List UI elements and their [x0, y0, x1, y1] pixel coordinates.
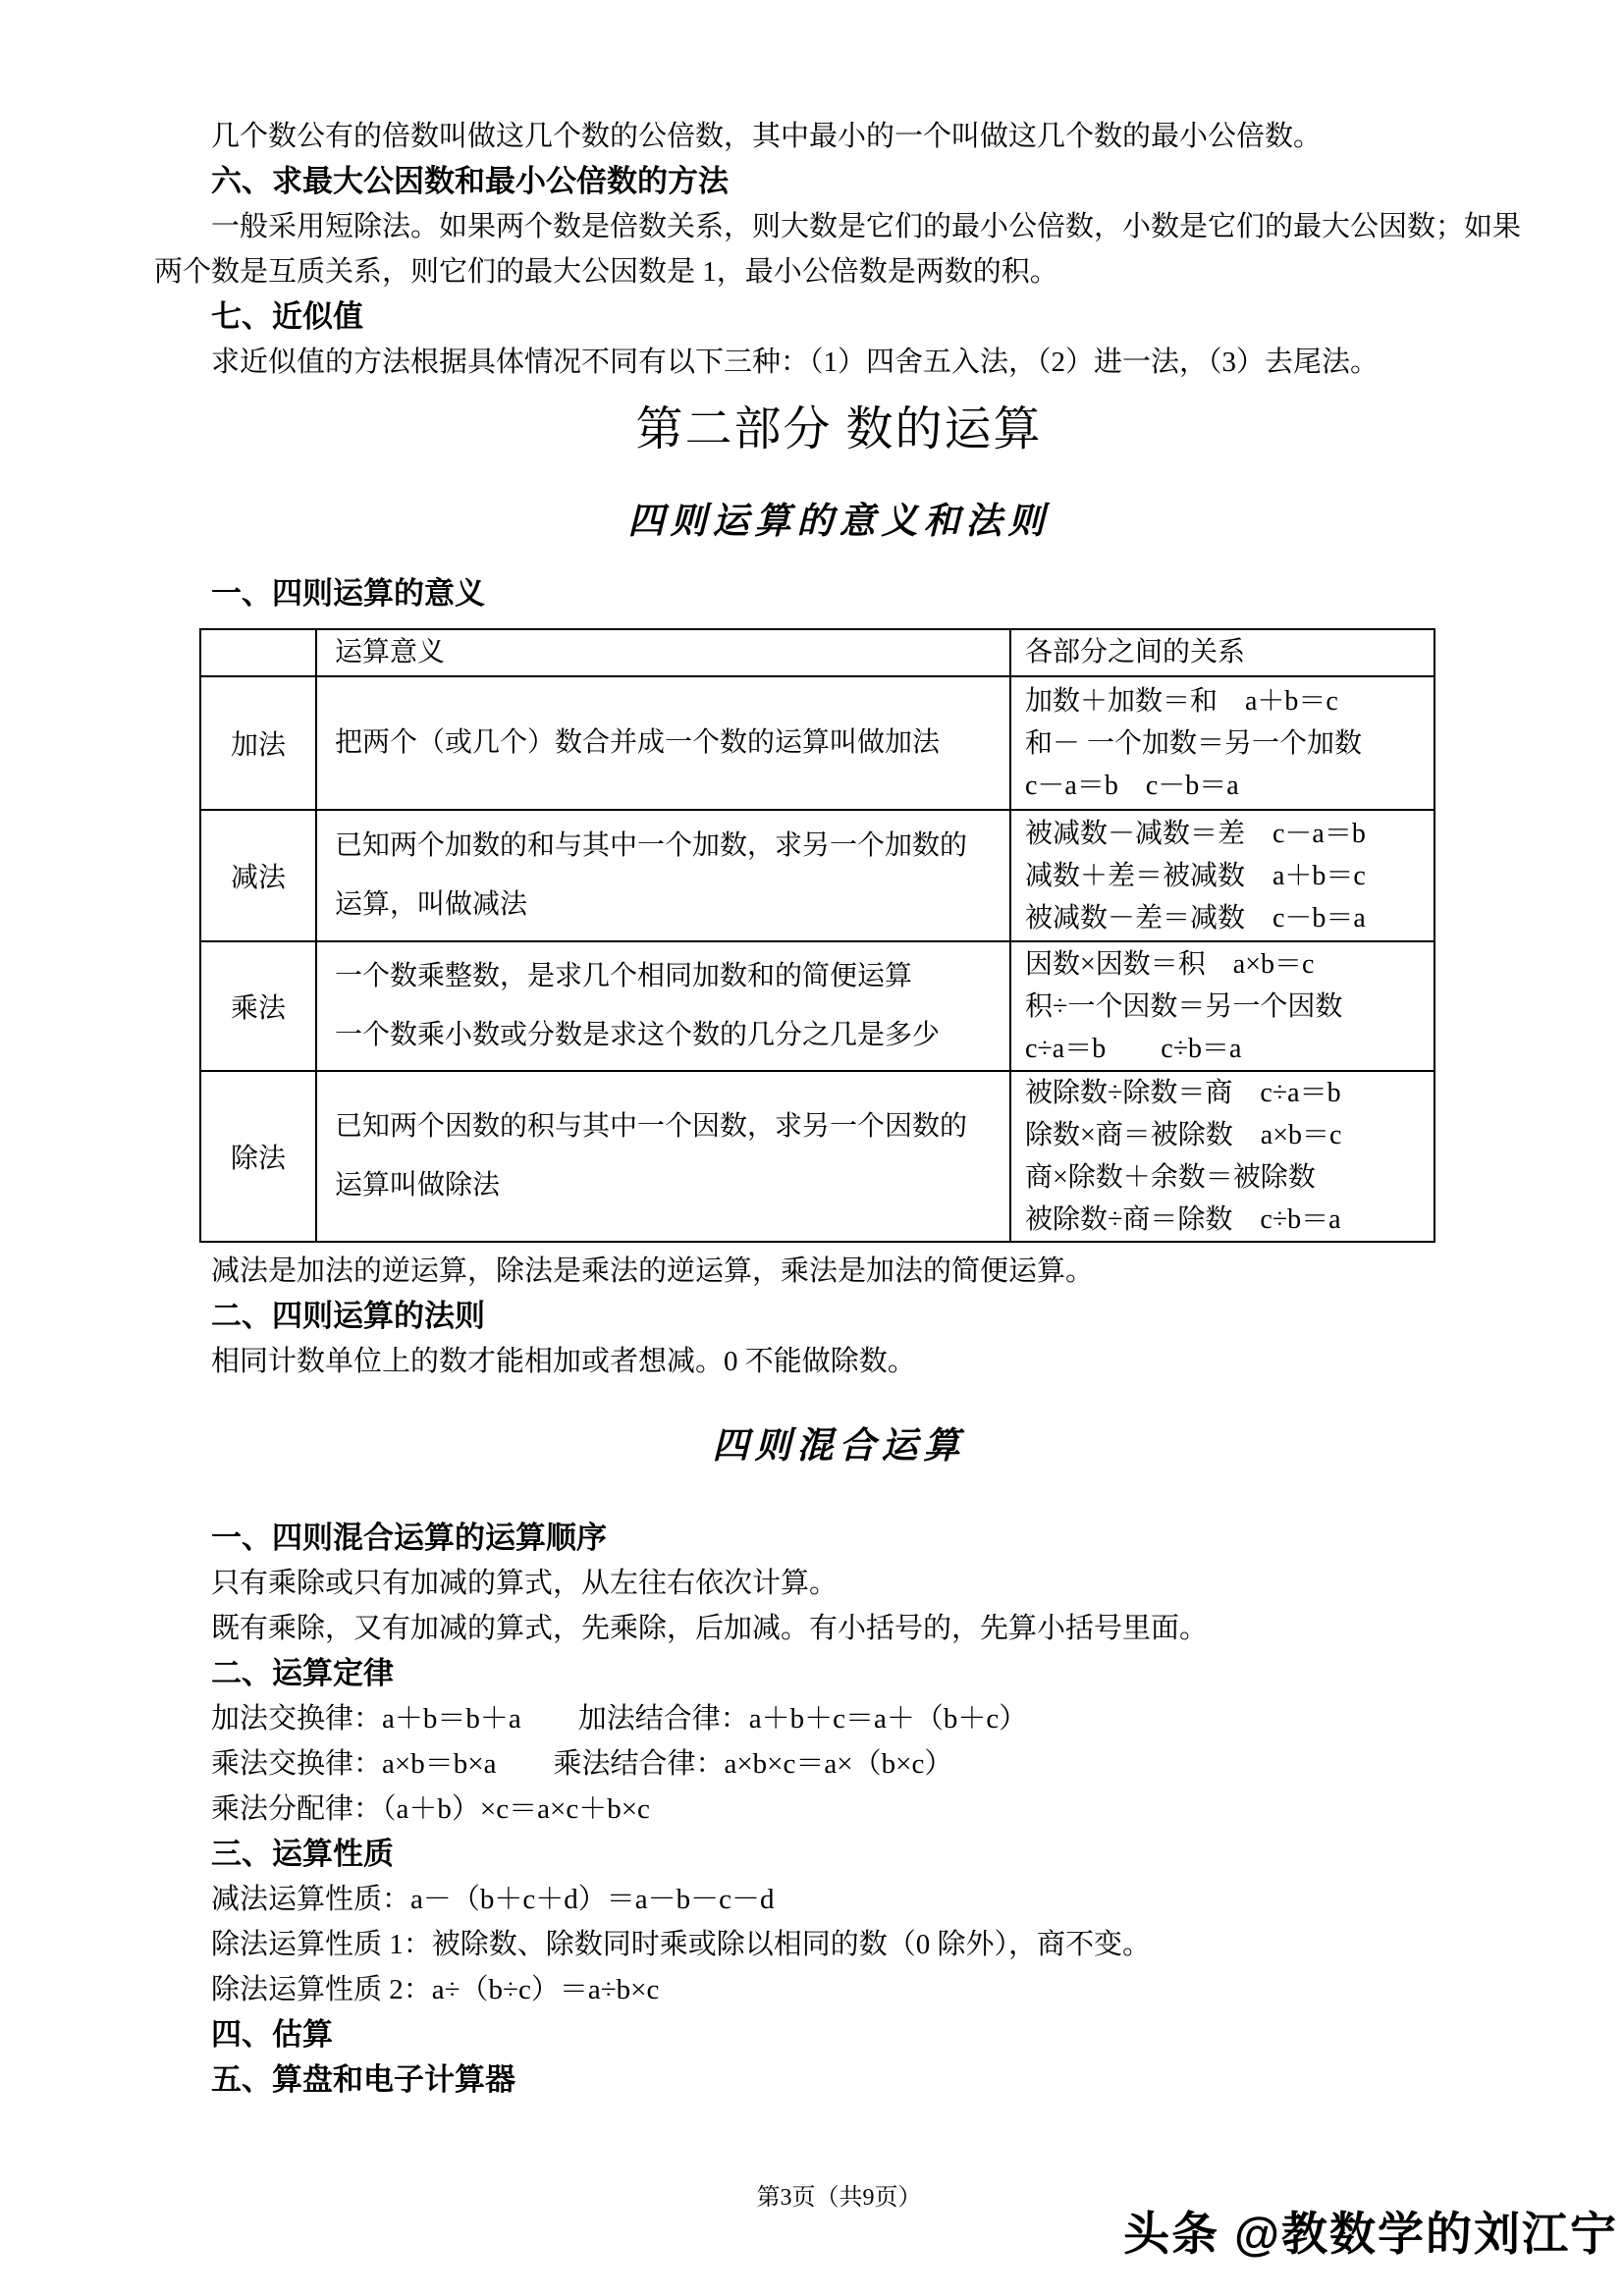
section-heading-approx-value: 七、近似值 [211, 299, 363, 334]
op-label-addition: 加法 [200, 676, 316, 810]
table-header-blank [200, 629, 316, 676]
subtitle-meaning-and-rules: 四则运算的意义和法则 [627, 502, 1051, 542]
props-line-division-2: 除法运算性质 2：a÷（b÷c）＝a÷b×c [211, 1974, 660, 2005]
subtraction-meaning-line: 已知两个加数的和与其中一个加数，求另一个加数的运算，叫做减法 [335, 830, 968, 920]
heading-estimation: 四、估算 [211, 2017, 333, 2052]
laws-line-commutative-multiply: 乘法交换律：a×b＝b×a 乘法结合律：a×b×c＝a×（b×c） [211, 1748, 953, 1780]
order-line-2: 既有乘除，又有加减的算式，先乘除，后加减。有小括号的，先算小括号里面。 [211, 1613, 1209, 1644]
division-relation-line: 除数×商＝被除数 a×b＝c [1025, 1120, 1342, 1150]
rules-body: 相同计数单位上的数才能相加或者想减。0 不能做除数。 [211, 1346, 916, 1377]
table-row-subtraction [200, 810, 1435, 941]
multiplication-meaning-line: 一个数乘小数或分数是求这个数的几分之几是多少 [335, 1020, 941, 1050]
table-row-addition [200, 676, 1435, 810]
addition-meaning-line: 把两个（或几个）数合并成一个数的运算叫做加法 [335, 727, 941, 758]
multiplication-meaning-line: 一个数乘整数，是求几个相同加数和的简便运算 [335, 961, 913, 991]
order-line-1: 只有乘除或只有加减的算式，从左往右依次计算。 [211, 1568, 839, 1599]
subtitle-mixed-operations: 四则混合运算 [712, 1426, 966, 1467]
intro-line: 几个数公有的倍数叫做这几个数的公倍数，其中最小的一个叫做这几个数的最小公倍数。 [211, 121, 1323, 152]
multiplication-relation-line: 积÷一个因数＝另一个因数 [1025, 990, 1343, 1022]
page-content [154, 114, 1524, 2103]
subtraction-relation-line: 被减数－减数＝差 c－a＝b [1025, 818, 1366, 849]
section-body-gcd-lcm: 一般采用短除法。如果两个数是倍数关系，则大数是它们的最小公倍数，小数是它们的最大公因数；如果两个数是互质关系，则它们的最大公因数是 1，最小公倍数是两数的积。 [154, 211, 1522, 288]
addition-relation-line: c－a＝b c－b＝a [1025, 770, 1239, 801]
heading-operation-laws: 二、运算定律 [211, 1656, 394, 1690]
division-meaning-line: 已知两个因数的积与其中一个因数，求另一个因数的运算叫做除法 [335, 1111, 968, 1201]
table-row-division [200, 1071, 1435, 1242]
operations-table [199, 628, 1435, 1243]
multiplication-relation-line: c÷a＝b c÷b＝a [1025, 1033, 1242, 1064]
table-header-row [200, 629, 1435, 676]
watermark-author: 头条 @教数学的刘江宁 [1123, 2208, 1618, 2260]
subtraction-relation-line: 减数＋差＝被减数 a＋b＝c [1025, 860, 1366, 891]
heading-abacus-calculator: 五、算盘和电子计算器 [211, 2062, 515, 2097]
division-relation-line: 商×除数＋余数＝被除数 [1025, 1162, 1316, 1193]
division-relation-line: 被除数÷商＝除数 c÷b＝a [1025, 1204, 1341, 1235]
table-row-multiplication [200, 941, 1435, 1071]
props-line-subtraction: 减法运算性质：a－（b＋c＋d）＝a－b－c－d [211, 1884, 775, 1915]
heading-operation-properties: 三、运算性质 [211, 1837, 394, 1871]
op-label-subtraction: 减法 [200, 810, 316, 941]
part-title: 第二部分 数的运算 [635, 403, 1043, 455]
heading-four-ops-meaning: 一、四则运算的意义 [211, 576, 485, 611]
table-note: 减法是加法的逆运算，除法是乘法的逆运算，乘法是加法的简便运算。 [211, 1255, 1095, 1287]
op-label-multiplication: 乘法 [200, 941, 316, 1071]
laws-line-commutative-add: 加法交换律：a＋b＝b＋a 加法结合律：a＋b＋c＝a＋（b＋c） [211, 1703, 1028, 1735]
section-body-approx-value: 求近似值的方法根据具体情况不同有以下三种：（1）四舍五入法，（2）进一法，（3）去尾法。 [211, 347, 1380, 378]
table-header-meaning: 运算意义 [316, 629, 1010, 676]
heading-four-ops-rules: 二、四则运算的法则 [211, 1299, 485, 1333]
heading-operation-order: 一、四则混合运算的运算顺序 [211, 1521, 607, 1555]
multiplication-relation-line: 因数×因数＝积 a×b＝c [1025, 948, 1315, 980]
addition-relation-line: 加数＋加数＝和 a＋b＝c [1025, 685, 1338, 717]
page-number: 第3页（共9页） [756, 2185, 922, 2211]
op-label-division: 除法 [200, 1071, 316, 1242]
section-heading-gcd-lcm: 六、求最大公因数和最小公倍数的方法 [211, 164, 729, 198]
table-header-relations: 各部分之间的关系 [1010, 629, 1435, 676]
addition-relation-line: 和－ 一个加数＝另一个加数 [1025, 727, 1363, 759]
division-relation-line: 被除数÷除数＝商 c÷a＝b [1025, 1078, 1341, 1108]
subtraction-relation-line: 被减数－差＝减数 c－b＝a [1025, 902, 1366, 934]
props-line-division-1: 除法运算性质 1：被除数、除数同时乘或除以相同的数（0 除外），商不变。 [211, 1929, 1152, 1960]
laws-line-distributive: 乘法分配律：（a＋b）×c＝a×c＋b×c [211, 1793, 650, 1825]
